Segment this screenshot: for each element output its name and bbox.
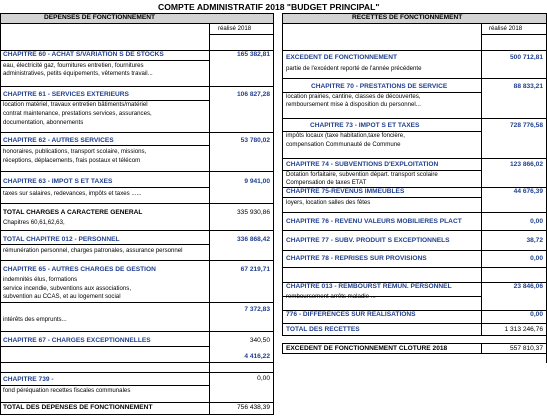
ch62-desc-1: honoraires, publications, transport scolaire, missions,: [3, 148, 147, 155]
ch78-value: 0,00: [530, 255, 543, 262]
ch62-label: CHAPITRE 62 - AUTRES SERVICES: [3, 137, 114, 144]
ch70-desc-1: location prairies, cantine, classes de découvertes,: [286, 93, 421, 100]
cloture-label: EXCEDENT DE FONCTIONNEMENT CLOTURE 2018: [286, 345, 448, 352]
total-recettes-label: TOTAL DES RECETTES: [286, 326, 360, 333]
excedent-value: 500 712,81: [509, 54, 543, 61]
ch67-extra-value: 4 416,22: [244, 353, 270, 360]
right-col-header: réalisé 2018: [489, 25, 523, 32]
ch70-label: CHAPITRE 70 - PRESTATIONS DE SERVICE: [311, 83, 448, 90]
ch013-desc: remboursement arrêts maladie ...: [286, 293, 376, 300]
ch62-value: 53 780,02: [240, 137, 270, 144]
ch73-value: 728 776,58: [509, 122, 543, 129]
ch74-label: CHAPITRE 74 - SUBVENTIONS D'EXPLOITATION: [286, 161, 439, 168]
ch75-value: 44 676,39: [513, 188, 543, 195]
ch61-desc-2: contrat maintenance, prestations services, assurances,: [3, 110, 152, 117]
total-general-value: 335 930,86: [236, 209, 270, 216]
ch776-value: 0,00: [530, 311, 543, 318]
ch60-desc-2: administratives, petits équipements, vêtements travail...: [3, 70, 153, 77]
ch67-label: CHAPITRE 67 - CHARGES EXCEPTIONNELLES: [3, 337, 151, 344]
ch70-desc-2: remboursement mise à disposition du personnel...: [286, 101, 421, 108]
right-section-header: RECETTES DE FONCTIONNEMENT: [352, 14, 463, 21]
ch78-label: CHAPITRE 78 - REPRISES SUR PROVISIONS: [286, 255, 427, 262]
total-recettes-value: 1 313 246,76: [504, 326, 543, 333]
total-depenses-value: 756 438,39: [236, 404, 270, 411]
ch61-value: 106 827,28: [236, 91, 270, 98]
ch67-value: 340,50: [249, 337, 270, 344]
cloture-value: 557 810,37: [509, 345, 543, 352]
ch65-value: 67 219,71: [240, 266, 270, 273]
ch63-value: 9 941,00: [244, 178, 270, 185]
ch739-label: CHAPITRE 739 -: [3, 376, 54, 383]
ch65-desc-1: indemnités élus, formations: [3, 276, 78, 283]
ch73-label: CHAPITRE 73 - IMPOT S ET TAXES: [310, 122, 420, 129]
ch77-label: CHAPITRE 77 - SUBV. PRODUIT S EXCEPTIONNELS: [286, 237, 450, 244]
left-col-header: réalisé 2018: [218, 25, 252, 32]
excedent-desc: partie de l'excédent reporté de l'année précédente: [286, 65, 422, 72]
ch63-desc-1: taxes sur salaires, redevances, impôts et taxes ......: [3, 190, 142, 197]
ch66-desc: intérêts des emprunts...: [3, 316, 67, 323]
ch013-label: CHAPITRE 013 - REMBOURST REMUN. PERSONNEL: [286, 283, 452, 290]
ch60-desc-1: eau, électricité gaz, fournitures entretien, fournitures: [3, 62, 144, 69]
ch75-desc: loyers, location salles des fêtes: [286, 199, 371, 206]
total-general-label: TOTAL CHARGES A CARACTERE GENERAL: [3, 209, 143, 216]
ch739-desc: fond péréquation recettes fiscales communales: [3, 387, 131, 394]
ch012-desc: rémunération personnel, charges patronales, assurance personnel: [3, 247, 183, 254]
ch66-value: 7 372,83: [244, 306, 270, 313]
ch61-desc-1: location matériel, travaux entretien bâtiments/matériel: [3, 101, 148, 108]
page-title: COMPTE ADMINISTRATIF 2018 "BUDGET PRINCIPAL": [158, 2, 380, 12]
ch76-value: 0,00: [530, 218, 543, 225]
ch61-desc-3: documentation, abonnements: [3, 119, 84, 126]
ch70-value: 88 833,21: [513, 83, 543, 90]
ch73-desc-1: impôts locaux (taxe habitation,taxe foncière,: [286, 132, 405, 139]
ch73-desc-2: compensation Communauté de Commune: [286, 141, 401, 148]
ch65-desc-3: subvention au CCAS, et au logement social: [3, 293, 121, 300]
ch60-value: 165 382,81: [236, 51, 270, 58]
left-section-header: DEPENSES DE FONCTIONNEMENT: [44, 14, 156, 21]
total-depenses-label: TOTAL DES DEPENSES DE FONCTIONNEMENT: [3, 404, 153, 411]
ch62-desc-2: réceptions, déplacements, frais postaux et télécom: [3, 157, 141, 164]
ch76-label: CHAPITRE 76 - REVENU VALEURS MOBILIERES PLACT: [286, 218, 462, 225]
ch63-label: CHAPITRE 63 - IMPOT S ET TAXES: [3, 178, 113, 185]
excedent-label: EXCEDENT DE FONCTIONNEMENT: [286, 54, 397, 61]
ch75-label: CHAPITRE 75-REVENUS IMMEUBLES: [286, 188, 405, 195]
ch60-label: CHAPITRE 60 - ACHAT S/VARIATION S DE STOCKS: [3, 51, 164, 58]
ch013-value: 23 846,06: [513, 283, 543, 290]
ch739-value: 0,00: [257, 375, 270, 382]
ch776-label: 776 - DIFFERENCES SUR REALISATIONS: [286, 311, 416, 318]
ch65-desc-2: service incendie, subventions aux associations,: [3, 285, 132, 292]
ch61-label: CHAPITRE 61 - SERVICES EXTERIEURS: [3, 91, 129, 98]
ch74-desc-2: Compensation de taxes ETAT: [286, 179, 367, 186]
ch012-label: TOTAL CHAPITRE 012 - PERSONNEL: [3, 236, 120, 243]
ch74-value: 123 866,02: [509, 161, 543, 168]
ch012-value: 336 868,42: [236, 236, 270, 243]
ch77-value: 38,72: [526, 237, 543, 244]
ch74-desc-1: Dotation forfaitaire, subvention départ. transport scolaire: [286, 171, 438, 178]
ch65-label: CHAPITRE 65 - AUTRES CHARGES DE GESTION: [3, 266, 156, 273]
total-general-desc: Chapitres 60,61,62,63,: [3, 219, 65, 226]
